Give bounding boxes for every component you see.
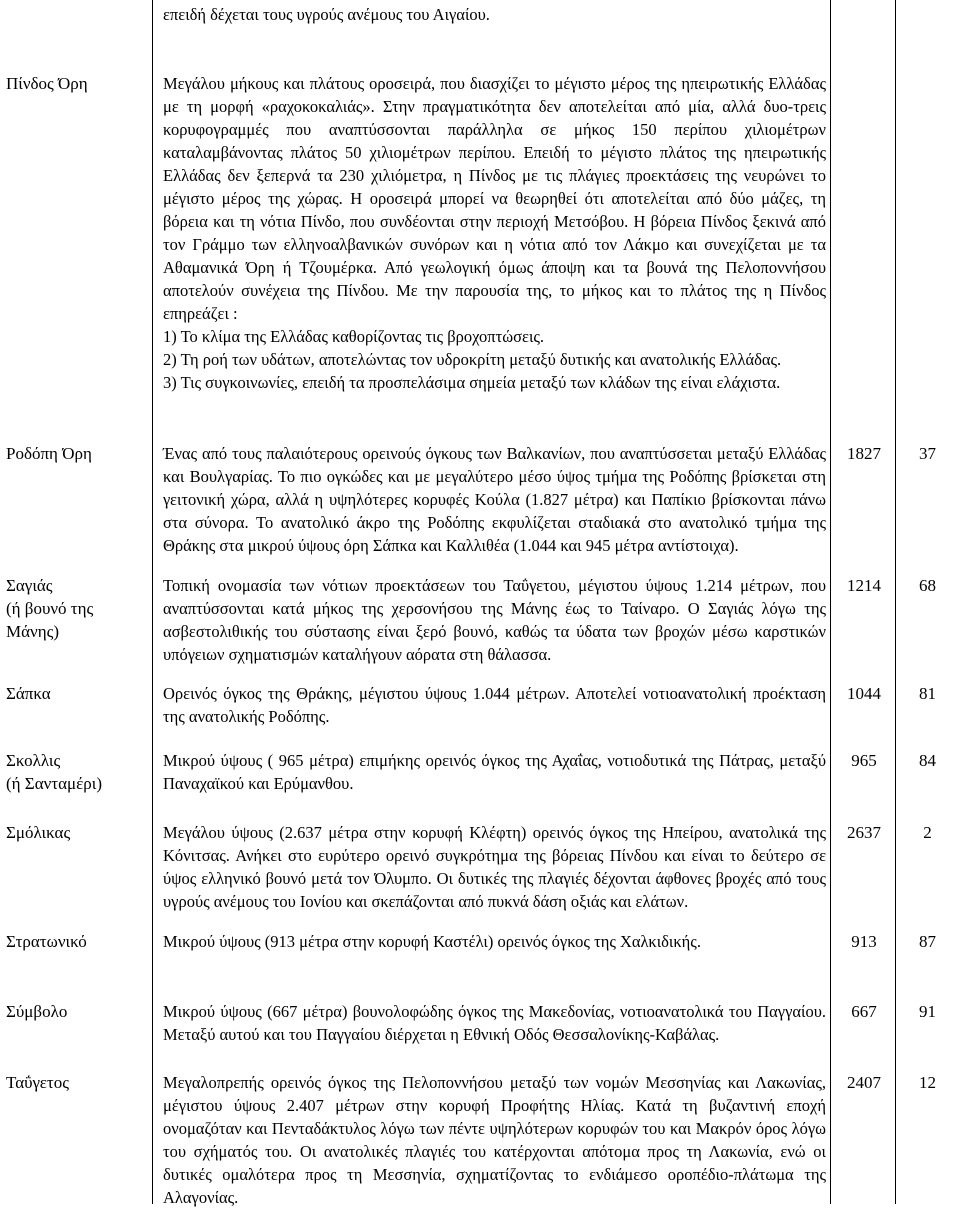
description-text: Μικρού ύψους ( 965 μέτρα) επιμήκης ορεινός όγκος της Αχαΐας, νοτιοδυτικά της Πάτρας, μεταξύ Παναχαϊκού και Ερύμανθου. [163, 751, 826, 793]
altitude-value: 1214 [847, 576, 881, 595]
mountain-name: Πίνδος Όρη [6, 74, 88, 93]
rank-value: 87 [919, 932, 936, 951]
altitude-value: 965 [851, 751, 877, 770]
rank-value: 68 [919, 576, 936, 595]
rank-value: 81 [919, 684, 936, 703]
altitude-value: 1044 [847, 684, 881, 703]
description-text: Ένας από τους παλαιότερους ορεινούς όγκους των Βαλκανίων, που αναπτύσσεται μεταξύ Ελλάδας και Βουλγαρίας. Το πιο ογκώδες και με μεγαλύτερο μέσο ύψος τμήμα της Ροδόπης βρίσκεται στη γειτονική χώρα, αλλά η υψηλότερες κορυφές Κούλα (1.827 μέτρα) και Παπίκιο βρίσκονται πάνω στα σύνορα. Το ανατολικό άκρο της Ροδόπης εκφυλίζεται σταδιακά στο ανατολικό τμήμα της Θράκης στα μικρού ύψους όρη Σάπκα και Καλλιθέα (1.044 και 945 μέτρα αντίστοιχα). [163, 444, 826, 555]
description-text: Μεγάλου ύψους (2.637 μέτρα στην κορυφή Κλέφτη) ορεινός όγκος της Ηπείρου, ανατολικά της Κόνιτσας. Ανήκει στο ευρύτερο ορεινό συγκρότημα της βόρειας Πίνδου και είναι το δεύτερο σε ύψος ελληνικό βουνό μετά τον Όλυμπο. Οι δυτικές της πλαγιές δέχονται άφθονες βροχές από τους υγρούς ανέμους του Ιονίου και σκεπάζονται από πυκνά δάση οξιάς και ελάτων. [163, 823, 826, 911]
mountain-name: Στρατωνικό [6, 932, 87, 951]
description-text: Μικρού ύψους (913 μέτρα στην κορυφή Καστέλι) ορεινός όγκος της Χαλκιδικής. [163, 932, 701, 951]
description-cell [163, 72, 826, 394]
rank-value: 12 [919, 1073, 936, 1092]
mountain-name: Σαγιάς (ή βουνό της Μάνης) [6, 576, 94, 641]
altitude-value: 1827 [847, 444, 881, 463]
rank-value: 84 [919, 751, 936, 770]
description-text: Ορεινός όγκος της Θράκης, μέγιστου ύψους 1.044 μέτρων. Αποτελεί νοτιοανατολική προέκταση της ανατολικής Ροδόπης. [163, 684, 826, 726]
description-text: Τοπική ονομασία των νότιων προεκτάσεων του Ταΰγετου, μέγιστου ύψους 1.214 μέτρων, που αναπτύσσονται κατά μήκος της χερσονήσου της Μάνης έως το Ταίναρο. Ο Σαγιάς λόγω της ασβεστολιθικής του σύστασης είναι ξερό βουνό, καθώς τα ύδατα των βροχών μέσω καρστικών υπόγειων σχηματισμών καταλήγουν αόρατα στη θάλασσα. [163, 576, 826, 664]
rank-value: 2 [923, 823, 932, 842]
description-text: Μεγάλου μήκους και πλάτους οροσειρά, που διασχίζει το μέγιστο μέρος της ηπειρωτικής Ελλάδας με τη μορφή «ραχοκοκαλιάς». Στην πραγματικότητα δεν αποτελείται από μία, αλλά δυο-τρεις κορυφογραμμές που αναπτύσσονται παράλληλα σε μήκος 150 περίπου χιλιομέτρων καταλαμβάνοντας πλάτος 50 χιλιομέτρων περίπου. Επειδή το μέγιστο πλάτος της ηπειρωτικής Ελλάδας δεν ξεπερνά τα 230 χιλιόμετρα, η Πίνδος με τις πλάγιες προεκτάσεις της νευρώνει το μέγιστο μέρος της χώρας. Η οροσειρά μπορεί να θεωρηθεί ότι αποτελείται από δύο μάζες, τη βόρεια και τη νότια Πίνδο, που συνδέονται στην περιοχή Μετσόβου. Η βόρεια Πίνδος ξεκινά από τον Γράμμο των ελληνοαλβανικών συνόρων και η νότια από τον Λάκμο και συνεχίζεται με τα Αθαμανικά Όρη ή Τζουμέρκα. Από γεωλογική όμως άποψη και τα βουνά της Πελοποννήσου αποτελούν συνέχεια της Πίνδου. Με την παρουσία της, το μήκος και το πλάτος της η Πίνδος επηρεάζει : [163, 74, 826, 323]
mountain-name: Σύμβολο [6, 1002, 68, 1021]
mountain-name: Ταΰγετος [6, 1073, 69, 1092]
altitude-value: 2407 [847, 1073, 881, 1092]
description-text: Μεγαλοπρεπής ορεινός όγκος της Πελοποννήσου μεταξύ των νομών Μεσσηνίας και Λακωνίας, μέγιστου ύψους 2.407 μέτρων στην κορυφή Προφήτης Ηλίας. Κατά τη βυζαντινή εποχή ονομαζόταν και Πενταδάκτυλος λόγω των πέντε υψηλότερων κορυφών του και Μακρόν όρος λόγω του σχήματός του. Οι ανατολικές πλαγιές του κατέρχονται απότομα προς τη Λακωνία, ενώ οι δυτικές ομαλότερα προς τη Μεσσηνία, σχηματίζοντας το ενδιάμεσο οροπέδιο-πλάτωμα της Αλαγονίας. [163, 1073, 826, 1207]
mountain-name: Ροδόπη Όρη [6, 444, 92, 463]
column-rule-right [895, 0, 896, 1204]
rank-value: 37 [919, 444, 936, 463]
influence-point: 1) Το κλίμα της Ελλάδας καθορίζοντας τις βροχοπτώσεις. [163, 327, 545, 346]
rank-value: 91 [919, 1002, 936, 1021]
column-rule-left [152, 0, 153, 1204]
altitude-value: 913 [851, 932, 877, 951]
altitude-value: 667 [851, 1002, 877, 1021]
description-text: Μικρού ύψους (667 μέτρα) βουνολοφώδης όγκος της Μακεδονίας, νοτιοανατολικά του Παγγαίου. Μεταξύ αυτού και του Παγγαίου διέρχεται η Εθνική Οδός Θεσσαλονίκης-Καβάλας. [163, 1002, 826, 1044]
influence-point: 2) Τη ροή των υδάτων, αποτελώντας τον υδροκρίτη μεταξύ δυτικής και ανατολικής Ελλάδας. [163, 350, 782, 369]
description-cell: επειδή δέχεται τους υγρούς ανέμους του Αιγαίου. [163, 5, 490, 24]
mountain-name: Σκολλις (ή Σανταμέρι) [6, 751, 102, 793]
column-rule-middle [830, 0, 831, 1204]
mountain-name: Σμόλικας [6, 823, 71, 842]
mountain-name: Σάπκα [6, 684, 51, 703]
influence-point: 3) Τις συγκοινωνίες, επειδή τα προσπελάσιμα σημεία μεταξύ των κλάδων της είναι ελάχιστα. [163, 373, 781, 392]
altitude-value: 2637 [847, 823, 881, 842]
